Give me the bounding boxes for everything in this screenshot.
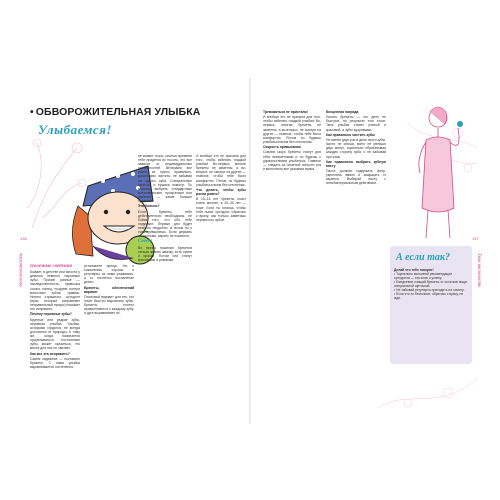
sidebar-tip: • Если что-то беспокоит, обратись к врачу, не жди.: [394, 292, 464, 300]
paragraph: Носить брекеты — это дело не быстрое, но результат того стоит. Твоя улыбка станет ровной и красивой, а зубы здоровыми.: [326, 115, 386, 132]
article-column-4: [263, 110, 321, 415]
paragraph: установлен прикус. Не, к сожалению, хорошо и регулярно за ними ухаживать, а то начнется воспаление десен.: [84, 264, 134, 285]
woman-fashion-illustration: [398, 98, 478, 248]
sidebar-heading: Делай что тебе говорят!: [394, 268, 434, 272]
paragraph: И вообще это не причина для того, чтобы избегать гладкой улыбки! Во-первых, многие брекеты не заметны, а во-вторых, не смотри на других — главное, чтобы тебе было комфортно. Потом ты будешь улыбаться всем без стеснения.: [196, 154, 246, 187]
paragraph: Не менее двух раз в день чисти зубы. Чисти не спеша, всего не меньше двух минут, тщательно обрабатывая каждую сторону зуба, и не забывай про язык.: [326, 138, 386, 159]
section-heading: Скорость привыкания: [263, 145, 301, 150]
page-number-left: 136: [20, 236, 27, 241]
tips-sidebar: [390, 246, 472, 364]
running-head-right: Твоя внешность: [476, 253, 481, 288]
article-column-5: [326, 110, 386, 415]
paragraph: Паста должна содержать фтор, укреплять эмаль и защищать от кариеса. Выбирай пасту с антибактериальным действием.: [326, 169, 386, 186]
running-head-left: Твоя внешность: [19, 253, 24, 288]
paragraph: Бывает, в детстве или юности у девочки немного неровные зубы. Причин разные — наследственность, привычка сосать палец, поздние потери молочных зубов, травмы. Ничего страшного, ортодонт (врач, который исправляет неправильный прикус) поможет это исправить.: [30, 270, 80, 312]
article-column-2-top: [138, 154, 192, 419]
section-heading: Как правильно выбрать зубную пасту: [326, 159, 386, 168]
sidebar-body: [394, 268, 468, 300]
section-heading: Это больно?: [138, 204, 160, 209]
section-heading: Бесценная награда: [326, 110, 359, 114]
paragraph: Крупные или редкие зубы, неровная улыбка. Улыбки, которыми гордятся, не всегда достаются от природы. К тому же, когда начинается прорезываться постоянные зубы, может оказаться, что места для них не хватает.: [30, 317, 80, 351]
article-subhead: Улыбаемся!: [38, 122, 112, 137]
section-heading: Как все это исправить?: [30, 351, 70, 356]
paragraph: Если брекеты тебе действительно необходимы, не бойся того, что обо тебе подумают. Первые дни будет немного неудобно, а потом ты к ним привыкнешь. Если держать их чистыми, кариес не появится.: [138, 209, 192, 239]
sidebar-tip: • Не забывай регулярно приходить на осмотр.: [394, 288, 465, 292]
paragraph: Совсем скоро брекеты станут для тебя незаметными и ты будешь с удовольствием улыбаться. Главное — следить за гигиеной полости рта и выполнять все указания врача.: [263, 150, 321, 171]
section-heading: Тревожиться не пристало!: [263, 110, 308, 114]
section-accent: Полезные сведения: [30, 264, 72, 269]
paragraph: И вообще это не причина для того, чтобы избегать гладкой улыбки! Во-первых, многие брекеты не заметны, а во-вторых, не смотри на других — главное, чтобы тебе было комфортно. Потом ты будешь улыбаться всем без стеснения.: [263, 115, 321, 144]
paragraph: Во время ношения брекетов нельзя жевать жвачку, есть орехи и ириски. Потом они станут красивыми и ровными.: [138, 245, 192, 262]
section-heading: Как правильно чистить зубы: [326, 132, 375, 137]
page-gutter: [249, 78, 251, 424]
section-heading: Что делать, чтобы зубы росли ровно?: [196, 187, 246, 197]
paragraph: В 13–14 лет брекеты носит очень многие, в 20–30 лет — тоже. Если ты хочешь, чтобы тебе помог ортодонт, обратись к врачу, как только заметишь неровность зубов.: [196, 197, 246, 222]
article-headline: • ОБВОРОЖИТЕЛЬНАЯ УЛЫБКА: [30, 106, 201, 118]
page-number-right: 137: [472, 236, 479, 241]
article-column-3: [196, 154, 246, 419]
paragraph: не скажет точно, сколько времени тебе придется их носить, это все зависит от индивидуальных особенностей. Вечерами все равно их нужно правильно, кропотливо чистить, не забывая ни одного зуба. Специальные щеточки и ершики помогут. Ты можешь выбрать стандартные металлические, прозрачные или цветные — какие больше нравятся.: [138, 154, 192, 204]
section-heading: Брекеты, обеспечений вариант: [84, 285, 134, 294]
floral-decoration-bottom: [378, 358, 478, 418]
section-heading: Почему неровные зубы?: [30, 312, 73, 317]
paragraph: Самое надежное — поставить брекеты. С ними улыбка выравнивается постепенно.: [30, 356, 80, 369]
sidebar-tip: • Тщательно выполняй рекомендации ортодонта — это ключ к успеху.: [394, 272, 453, 280]
sidebar-tip: • Ежедневно очищай брекеты от остатков пищи специальной щеточкой.: [394, 280, 467, 288]
sidebar-title: А если так?: [396, 252, 450, 263]
article-column-1: [30, 264, 80, 419]
magazine-spread: [18, 78, 482, 424]
article-column-2: [84, 264, 134, 419]
tip-accent: Совет: [138, 239, 153, 245]
paragraph: Отличный вариант для тех, кто хочет быстро выровнять зубы. Брекеты плотно прикрепляются к каждому зубу, а дуга выравнивает их.: [84, 295, 134, 316]
